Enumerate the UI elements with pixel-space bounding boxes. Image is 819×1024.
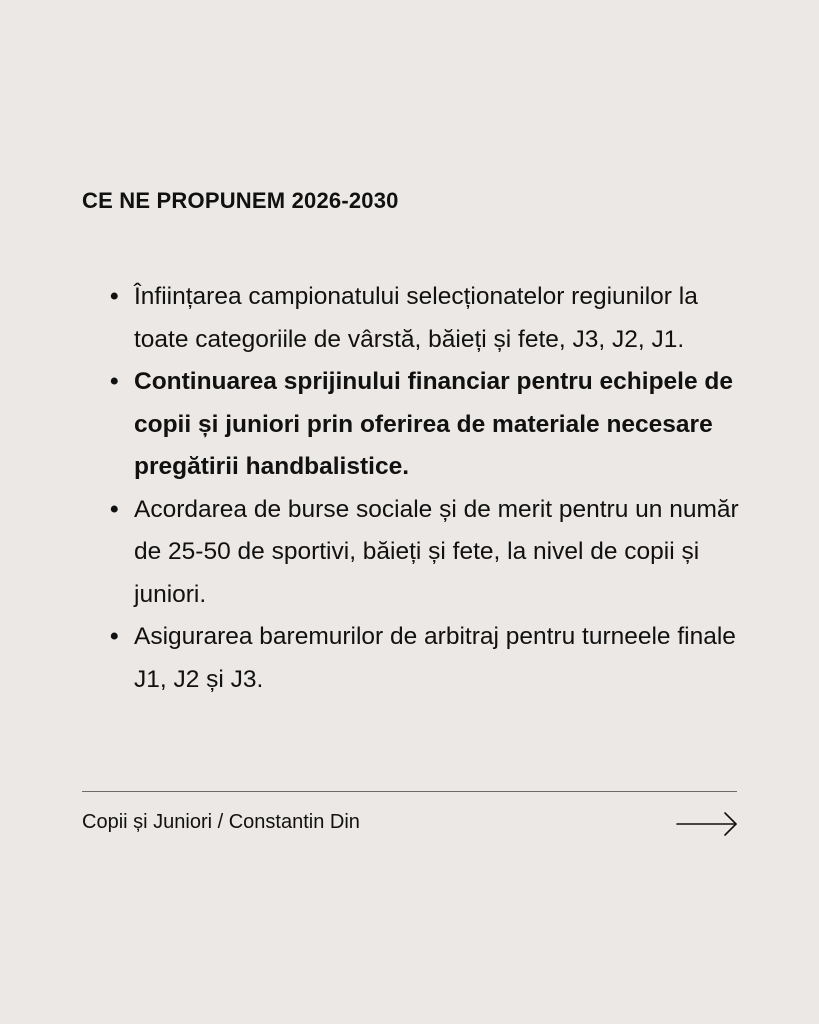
list-item-text: Asigurarea baremurilor de arbitraj pentru turneele finale J1, J2 și J3. xyxy=(134,623,736,693)
bullet-icon: • xyxy=(110,368,119,395)
arrow-right-icon[interactable] xyxy=(676,810,738,838)
list-item-text: Continuarea sprijinului financiar pentru echipele de copii și juniori prin oferirea de materiale necesare pregătirii handbalistice. xyxy=(134,368,733,480)
bullet-icon: • xyxy=(110,495,119,523)
goals-list xyxy=(104,276,744,701)
bullet-icon: • xyxy=(110,623,119,650)
list-item xyxy=(104,276,744,361)
list-item xyxy=(104,489,744,617)
page-heading: CE NE PROPUNEM 2026-2030 xyxy=(82,188,399,213)
list-item-text: Acordarea de burse sociale și de merit pentru un număr de 25-50 de sportivi, băieți și fete, la nivel de copii și juniori. xyxy=(134,495,739,608)
list-item-text: Înființarea campionatului selecționatelor regiunilor la toate categoriile de vârstă, băieți și fete, J3, J2, J1. xyxy=(134,283,698,353)
footer-divider xyxy=(82,791,737,792)
list-item xyxy=(104,616,744,701)
footer-label: Copii și Juniori / Constantin Din xyxy=(82,811,360,833)
bullet-icon: • xyxy=(110,283,119,310)
list-item xyxy=(104,361,744,489)
